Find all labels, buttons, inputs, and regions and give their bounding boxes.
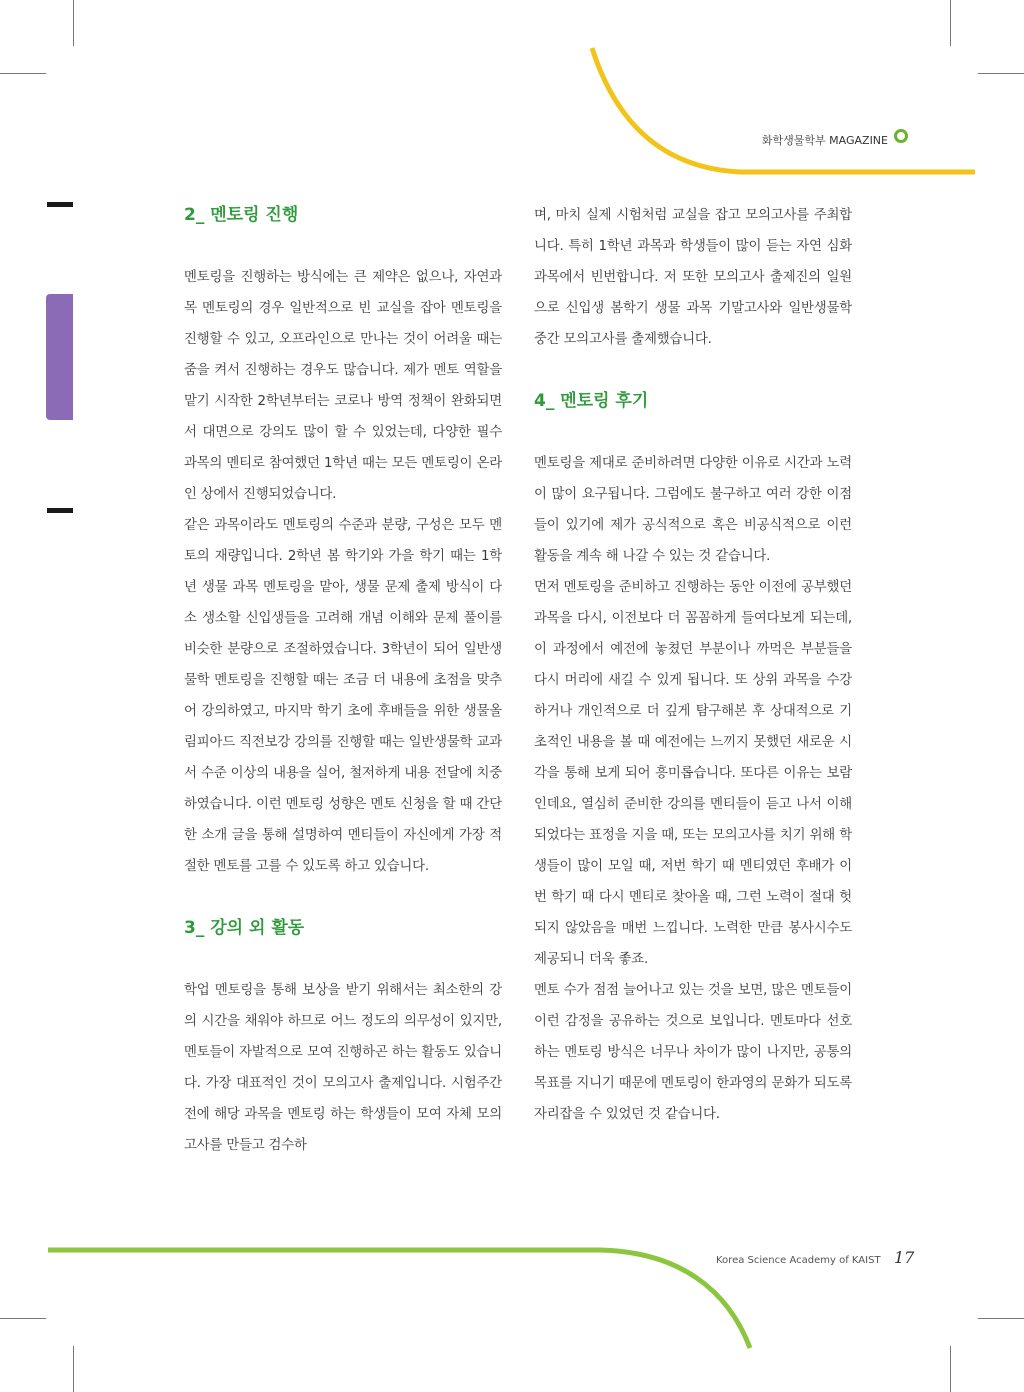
paragraph: 멘토링을 제대로 준비하려면 다양한 이유로 시간과 노력이 많이 요구됩니다. 그럼에도 불구하고 여러 강한 이점들이 있기에 제가 공식적으로 혹은 비공식적으로 이런 활동을 계속 해 나갈 수 있는 것 같습니다.	[534, 456, 852, 564]
paragraph: 학업 멘토링을 통해 보상을 받기 위해서는 최소한의 강의 시간을 채워야 하므로 어느 정도의 의무성이 있지만, 멘토들이 자발적으로 모여 진행하곤 하는 활동도 있습니다. 가장 대표적인 것이 모의고사 출제입니다. 시험주간 전에 해당 과목을 멘토링 하는 학생들이 모여 자체 모의고사를 만들고 검수하	[184, 983, 502, 1153]
paragraph: 멘토링을 진행하는 방식에는 큰 제약은 없으나, 자연과목 멘토링의 경우 일반적으로 빈 교실을 잡아 멘토링을 진행할 수 있고, 오프라인으로 만나는 것이 어려울 때는 줌을 켜서 진행하는 경우도 많습니다. 제가 멘토 역할을 맡기 시작한 2학년부터는 코로나 방역 정책이 완화되면서 대면으로 강의도 많이 할 수 있었는데, 다양한 필수 과목의 멘티로 참여했던 1학년 때는 모든 멘토링이 온라인 상에서 진행되었습니다.	[184, 270, 502, 502]
paragraph: 먼저 멘토링을 준비하고 진행하는 동안 이전에 공부했던 과목을 다시, 이전보다 더 꼼꼼하게 들여다보게 되는데, 이 과정에서 예전에 놓쳤던 부분이나 까먹은 부분들을 다시 머리에 새길 수 있게 됩니다. 또 상위 과목을 수강하거나 개인적으로 더 깊게 탐구해본 후 상대적으로 기초적인 내용을 볼 때 예전에는 느끼지 못했던 새로운 시각을 통해 보게 되어 흥미롭습니다. 또다른 이유는 보람인데요, 열심히 준비한 강의를 멘티들이 듣고 나서 이해되었다는 표정을 지을 때, 또는 모의고사를 치기 위해 학생들이 많이 모일 때, 저번 학기 때 멘티였던 후배가 이번 학기 때 다시 멘티로 찾아올 때, 그런 노력이 절대 헛되지 않았음을 매번 느낍니다. 노력한 만큼 봉사시수도 제공되니 더욱 좋죠.	[534, 580, 852, 967]
yellow-arc-decoration	[0, 0, 1024, 200]
side-tab-marker	[47, 202, 73, 207]
paragraph: 멘토 수가 점점 늘어나고 있는 것을 보면, 많은 멘토들이 이런 감정을 공유하는 것으로 보입니다. 멘토마다 선호하는 멘토링 방식은 너무나 차이가 많이 나지만, 공통의 목표를 지니기 때문에 멘토링이 한과영의 문화가 되도록 자리잡을 수 있었던 것 같습니다.	[534, 983, 852, 1122]
section-heading-extra-activities: 3_ 강의 외 활동	[184, 918, 305, 938]
page-number: 17	[894, 1248, 915, 1267]
section-heading-mentoring-process: 2_ 멘토링 진행	[184, 205, 299, 225]
side-tab-marker	[47, 508, 73, 513]
left-column	[184, 200, 502, 1161]
section-heading-mentoring-review: 4_ 멘토링 후기	[534, 391, 649, 411]
section-tab-purple	[46, 294, 73, 420]
magazine-title: 화학생물학부 MAGAZINE	[761, 134, 888, 147]
circle-icon	[894, 129, 908, 143]
paragraph: 같은 과목이라도 멘토링의 수준과 분량, 구성은 모두 멘토의 재량입니다. 2학년 봄 학기와 가을 학기 때는 1학년 생물 과목 멘토링을 맡아, 생물 문제 출제 방식이 다소 생소할 신입생들을 고려해 개념 이해와 문제 풀이를 비슷한 분량으로 조절하였습니다. 3학년이 되어 일반생물학 멘토링을 진행할 때는 조금 더 내용에 초점을 맞추어 강의하였고, 마지막 학기 초에 후배들을 위한 생물올림피아드 직전보강 강의를 진행할 때는 일반생물학 교과서 수준 이상의 내용을 실어, 철저하게 내용 전달에 치중하였습니다. 이런 멘토링 성향은 멘토 신청을 할 때 간단한 소개 글을 통해 설명하여 멘티들이 자신에게 가장 적절한 멘토를 고를 수 있도록 하고 있습니다.	[184, 518, 502, 874]
footer-publication-name: Korea Science Academy of KAIST	[716, 1255, 881, 1266]
paragraph: 며, 마치 실제 시험처럼 교실을 잡고 모의고사를 주최합니다. 특히 1학년 과목과 학생들이 많이 듣는 자연 심화과목에서 빈번합니다. 저 또한 모의고사 출제진의 일원으로 신입생 봄학기 생물 과목 기말고사와 일반생물학 중간 모의고사를 출제했습니다.	[534, 208, 852, 347]
right-column	[534, 200, 852, 1130]
